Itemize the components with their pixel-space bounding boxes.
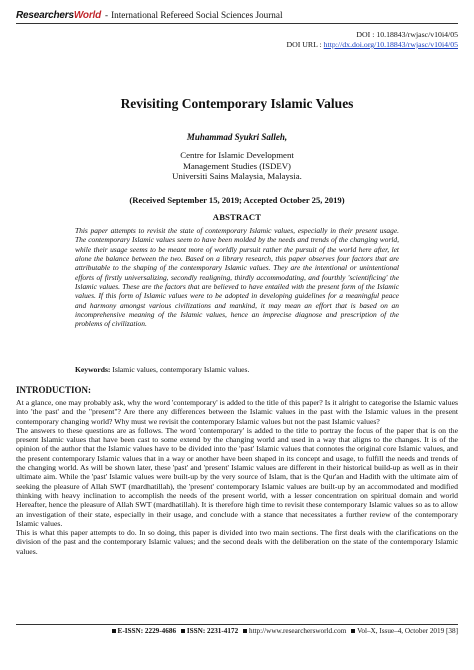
body-paragraph: At a glance, one may probably ask, why the word 'contemporary' is added to the title of this paper? Is it alright to categorise the Islamic values into 'the past' and the "present"? Are there any differences between the Islamic values in the past with the Islamic values in the present contemporary changing world? Why must we revisit the contemporary Islamic values but not the past Islamic values?: [16, 398, 458, 426]
article-title: Revisiting Contemporary Islamic Values: [120, 96, 354, 111]
introduction-body: [16, 398, 458, 556]
received-dates: (Received September 15, 2019; Accepted October 25, 2019): [129, 195, 345, 205]
header-separator: -: [105, 10, 109, 20]
header-rule: [16, 23, 458, 24]
affiliation-line: Management Studies (ISDEV): [183, 160, 291, 171]
doi-url-label: DOI URL :: [286, 40, 324, 49]
author-name: Muhammad Syukri Salleh,: [186, 132, 288, 142]
journal-name: International Refereed Social Sciences Journal: [111, 10, 283, 20]
abstract-text: This paper attempts to revisit the state of contemporary Islamic values, especially in their present usage. The contemporary Islamic values seem to have been molded by the needs and trends of the changing world, while their usage seems to be meant more of worldly pursuit rather the pursuit of the world here after, let alone the balance between the two. Based on a library research, this paper observes four factors that are attributable to the shaping of the contemporary Islamic values. They are the intentional or unintentional efforts of firstly universalizing, secondly realigning, thirdly accommodating, and fourthly 'scientificing' the Islamic values. These are the factors that are believed to have entailed with the present form of the Islamic values. If this form of Islamic values were to be adopted in developing guidelines for a meaningful peace and harmony amongst various civilizations and mankind, it may mean an effort that is based on an incomprehensive meaning of the Islamic values, hence an imprecise diagnose and prescription of the problems of civilization.: [75, 226, 399, 329]
keywords-label: Keywords:: [75, 365, 111, 374]
keywords-text: Islamic values, contemporary Islamic values.: [110, 365, 250, 374]
logo-prefix: Researchers: [16, 9, 74, 21]
footer-eissn: E-ISSN: 2229-4686: [117, 627, 177, 635]
footer-rule: [16, 624, 458, 625]
logo-suffix: World: [73, 9, 102, 21]
bullet-square-icon: [181, 629, 185, 633]
footer-volume: Vol–X, Issue–4, October 2019 [38]: [357, 627, 458, 635]
bullet-square-icon: [112, 629, 116, 633]
body-paragraph: This is what this paper attempts to do. In so doing, this paper is divided into two main sections. The first deals with the clarifications on the division of the past and the contemporary Islamic values; and the second deals with the deliberation on the state of the contemporary Islamic values.: [16, 528, 458, 556]
keywords-line: [75, 365, 399, 374]
footer-website[interactable]: http://www.researchersworld.com: [248, 627, 347, 635]
affiliation-line: Centre for Islamic Development: [180, 150, 294, 160]
body-paragraph: The answers to these questions are as follows. The word 'contemporary' is added to the title to portray the focus of the paper that is on the present Islamic values that have been cast to some extend by the changing world and used in a way that aligns to the changes. It is of the opinion of the author that the Islamic values have to be divided into the 'past' Islamic values that connotes the original core Islamic values, and the present contemporary Islamic values that in a way or another have been shaped in its concept and usage, to fulfill the needs and trends of the changing world. As will be shown later, these 'past' and 'present' Islamic values are different in their historical build-up as well as in their ultimate aim. While the 'past' Islamic values were built-up by the very source of Islam, that is the Qur'an and Hadith with the ultimate aim of seeking the pleasure of Allah SWT (mardhatillah), the 'present' contemporary Islamic values are built-up by an accommodated and modified thinking with heavy inclination to accomplish the needs of the present world, with a lesser concentration on spiritual domain and world Hereafter, hence the pleasure of Allah SWT (mardhatillah). It is therefore high time to revisit these contemporary Islamic values so as to allow an investigation of their state, especially in their usage, and conclude with a stance that necessitates a further review of the contemporary Islamic values.: [16, 425, 458, 528]
author-affiliation: [0, 150, 474, 182]
doi-url-link[interactable]: http://dx.doi.org/10.18843/rwjasc/v10i4/05: [323, 40, 458, 49]
doi-block: [286, 30, 458, 50]
bullet-square-icon: [243, 629, 247, 633]
page-footer: [16, 627, 458, 635]
doi-text: DOI : 10.18843/rwjasc/v10i4/05: [356, 30, 458, 39]
abstract-heading: ABSTRACT: [212, 212, 262, 222]
bullet-square-icon: [351, 629, 355, 633]
journal-logo: [16, 10, 101, 21]
journal-header: [16, 8, 458, 22]
doi-url-line: [286, 40, 458, 50]
affiliation-line: Universiti Sains Malaysia, Malaysia.: [172, 171, 302, 182]
footer-issn: ISSN: 2231-4172: [186, 627, 239, 635]
introduction-heading: INTRODUCTION:: [16, 385, 92, 395]
